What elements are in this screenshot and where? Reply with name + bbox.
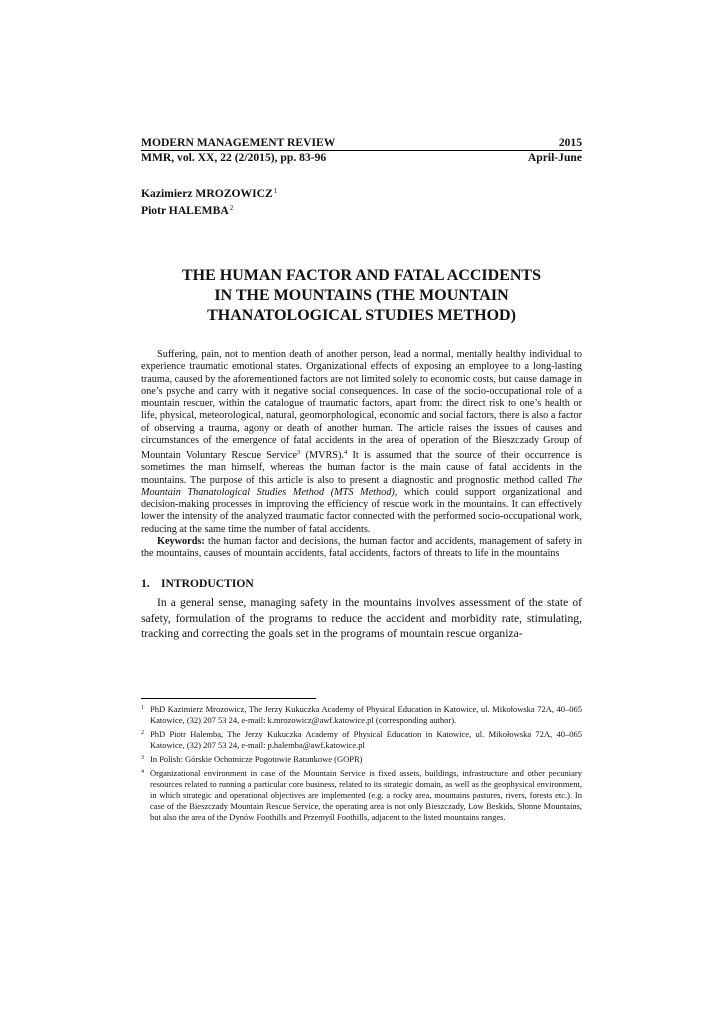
citation-header bbox=[141, 151, 582, 165]
footnotes bbox=[141, 704, 582, 826]
abstract-text: Suffering, pain, not to mention death of another person, lead a normal, mentally healthy individual to experience traumatic emotional states. Organizational effects of exposing an employee to a long-lasting trauma, caused by the aforementioned factors are not limited solely to economic costs, but cause damage in one’s psyche and carry with it negative social consequences. In case of the socio-occupational role of a mountain rescuer, within the catalogue of traumatic factors, apart from: the direct risk to one’s health or life, physical, meteorological, natural, geomorphological, economic and social factors, there is also a factor of observing a trauma, agony or death of another human. The article raises the issues of causes and circumstances of the emergence of fatal accidents in the area of operation of the Bieszczady Group of Mountain Voluntary Rescue Service$^3$ (MVRS).$^4$ It is assumed that the source of their occurrence is sometimes the man himself, whereas the human factor is the main cause of fatal accidents in the mountains. The purpose of this article is also to present a diagnostic and prognostic method called The Mountain Thanatological Studies Method (MTS Method), which could support organizational and decision-making processes in improving the efficiency of rescue work in the mountains. It can effectively lower the intensity of the analyzed traumatic factor connected with the performed socio-occupational work, reducing at the same time the number of fatal accidents. bbox=[141, 349, 582, 535]
issue-period: April-June bbox=[527, 151, 582, 164]
author bbox=[141, 201, 582, 218]
method-name: The Mountain Thanatological Studies Method (MTS Method), bbox=[141, 474, 582, 498]
keywords-text: the human factor and decisions, the human factor and accidents, management of safety in the mountains, causes of mountain accidents, fatal accidents, factors of threats to life in the mountains bbox=[141, 535, 582, 559]
author-name: Piotr HALEMBA bbox=[141, 204, 229, 217]
footnote-divider bbox=[141, 698, 316, 699]
article-title bbox=[141, 266, 582, 326]
footnote-mark: 2 bbox=[229, 204, 234, 212]
footnote: 3 In Polish: Górskie Ochotnicze Pogotowie Ratunkowe (GOPR) bbox=[141, 754, 363, 764]
footnote-mark: 4 bbox=[343, 449, 348, 456]
journal-year: 2015 bbox=[558, 136, 582, 149]
footnote: 4 Organizational environment in case of the Mountain Service is fixed assets, buildings, infrastructure and other pecuniary resources related to running a particular core business, related to its strategic domain, as well as the geophysical environment, in which strategic and operational objectives are implemented (e.g. a rocky area, mountains pastures, rivers, forests etc.). In case of the Bieszczady Mountain Rescue Service, the operating area is not only Bieszczady, Low Beskids, Słonne Mountains, but also the area of the Dynów Foothills and Przemyśl Foothills, adjacent to the listed mountains ranges. bbox=[141, 768, 583, 822]
footnote-mark: 1 bbox=[273, 187, 278, 195]
title-line: THANATOLOGICAL STUDIES METHOD) bbox=[207, 307, 516, 324]
abstract bbox=[141, 349, 582, 560]
keywords bbox=[141, 536, 582, 561]
title-line: THE HUMAN FACTOR AND FATAL ACCIDENTS bbox=[182, 267, 541, 284]
footnote-mark: 1 bbox=[141, 705, 144, 711]
footnote-mark: 3 bbox=[297, 449, 301, 456]
citation: MMR, vol. XX, 22 (2/2015), pp. 83-96 bbox=[141, 151, 327, 164]
footnote-mark: 2 bbox=[141, 730, 144, 736]
author bbox=[141, 184, 582, 201]
section-title: INTRODUCTION bbox=[161, 577, 254, 591]
footnote-mark: 4 bbox=[141, 769, 144, 775]
section-heading bbox=[141, 577, 582, 591]
author-name: Kazimierz MROZOWICZ bbox=[141, 187, 273, 200]
journal-header bbox=[141, 136, 582, 151]
footnote: 1 PhD Kazimierz Mrozowicz, The Jerzy Kukuczka Academy of Physical Education in Katowice, ul. Mikołowska 72A, 40–065 Katowice, (32) 207 53 24, e-mail: k.mrozowicz@awf.katowice.pl (corresponding author). bbox=[141, 704, 582, 725]
title-line: IN THE MOUNTAINS (THE MOUNTAIN bbox=[214, 287, 509, 304]
keywords-label: Keywords: bbox=[157, 535, 205, 547]
footnote: 2 PhD Piotr Halemba, The Jerzy Kukuczka Academy of Physical Education in Katowice, ul. Mikołowska 72A, 40–065 Katowice, (32) 207 53 24, e-mail: p.halemba@awf.katowice.pl bbox=[141, 729, 583, 750]
intro-paragraph: In a general sense, managing safety in the mountains involves assessment of the state of safety, formulation of the programs to reduce the accident and morbidity rate, stimulating, tracking and correcting the goals set in the programs of mountain rescue organiza- bbox=[141, 596, 582, 641]
footnote-mark: 3 bbox=[141, 755, 144, 761]
article-page bbox=[141, 136, 582, 642]
journal-name: MODERN MANAGEMENT REVIEW bbox=[141, 136, 336, 149]
section-number: 1. bbox=[141, 577, 150, 591]
author-list bbox=[141, 184, 582, 218]
